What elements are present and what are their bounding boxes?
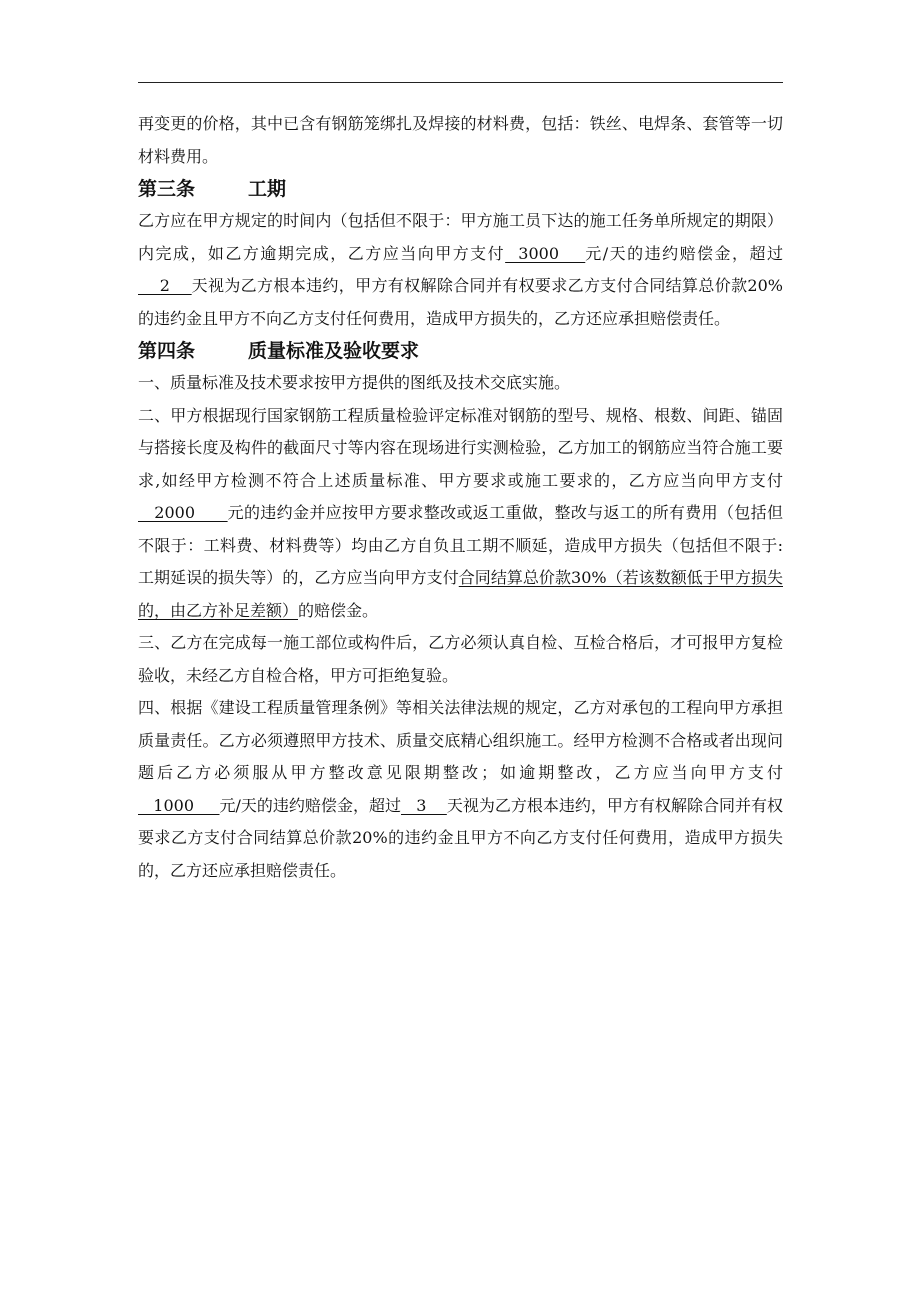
article-4-number: 第四条	[138, 340, 196, 362]
article-3-paragraph	[138, 205, 783, 335]
article-4-item-4	[138, 692, 783, 887]
article-4-item-2	[138, 400, 783, 628]
article-4-title: 质量标准及验收要求	[248, 340, 420, 362]
article-3-text-part2: 元/天的违约赔偿金，超过	[585, 243, 783, 263]
article-3-number: 第三条	[138, 178, 196, 200]
compensation-underlined-text: 合同结算总价款30%（若该数额低于甲方损失的，由乙方补足差额）	[138, 568, 783, 620]
article-3-heading	[138, 173, 783, 205]
article-3-text-part1: 乙方应在甲方规定的时间内（包括但不限于：甲方施工员下达的施工任务单所规定的期限）内完成，如乙方逾期完成，乙方应当向甲方支付	[138, 211, 783, 263]
article-4-heading	[138, 335, 783, 367]
penalty-blank: 2000	[138, 503, 228, 522]
article-4-item-1: 一、质量标准及技术要求按甲方提供的图纸及技术交底实施。	[138, 373, 571, 392]
item-2-text-part1: 二、甲方根据现行国家钢筋工程质量检验评定标准对钢筋的型号、规格、根数、间距、锚固与搭接长度及构件的截面尺寸等内容在现场进行实测检验，乙方加工的钢筋应当符合施工要求,如经甲方检测不符合上述质量标准、甲方要求或施工要求的，乙方应当向甲方支付	[138, 405, 783, 490]
item-4-penalty-per-day-blank: 1000	[138, 795, 220, 815]
item-4-text-part2: 元/天的违约赔偿金，超过	[219, 795, 401, 815]
continued-paragraph: 再变更的价格，其中已含有钢筋笼绑扎及焊接的材料费，包括：铁丝、电焊条、套管等一切材料费用。	[138, 114, 783, 166]
days-blank: 2	[138, 276, 192, 295]
item-2-text-part2: 元的违约金并应按甲方要求整改或返工重做，整改与返工的所有费用（包括但不限于：工料费、材料费等）均由乙方自负且工期不顺延，造成甲方损失（包括但不限于:工期延误的损失等）的，乙方应当向甲方支付	[138, 503, 783, 587]
article-3-text-part3: 天视为乙方根本违约，甲方有权解除合同并有权要求乙方支付合同结算总价款20%的违约金且甲方不向乙方支付任何费用，造成甲方损失的，乙方还应承担赔偿责任。	[138, 276, 783, 328]
item-4-text-part1: 四、根据《建设工程质量管理条例》等相关法律法规的规定，乙方对承包的工程向甲方承担质量责任。乙方必须遵照甲方技术、质量交底精心组织施工。经甲方检测不合格或者出现问题后乙方必须服从甲方整改意见限期整改；如逾期整改，乙方应当向甲方支付	[138, 698, 783, 782]
item-4-text-part3: 天视为乙方根本违约，甲方有权解除合同并有权要求乙方支付合同结算总价款20%的违约金且甲方不向乙方支付任何费用，造成甲方损失的，乙方还应承担赔偿责任。	[138, 795, 783, 880]
item-4-days-blank: 3	[400, 795, 447, 815]
header-rule	[138, 82, 783, 83]
item-2-text-part3: 的赔偿金。	[298, 600, 379, 620]
penalty-per-day-blank: 3000	[505, 243, 586, 263]
article-3-title: 工期	[248, 178, 287, 200]
article-4-item-3: 三、乙方在完成每一施工部位或构件后，乙方必须认真自检、互检合格后，才可报甲方复检验收，未经乙方自检合格，甲方可拒绝复验。	[138, 633, 783, 685]
document-body	[138, 108, 783, 887]
